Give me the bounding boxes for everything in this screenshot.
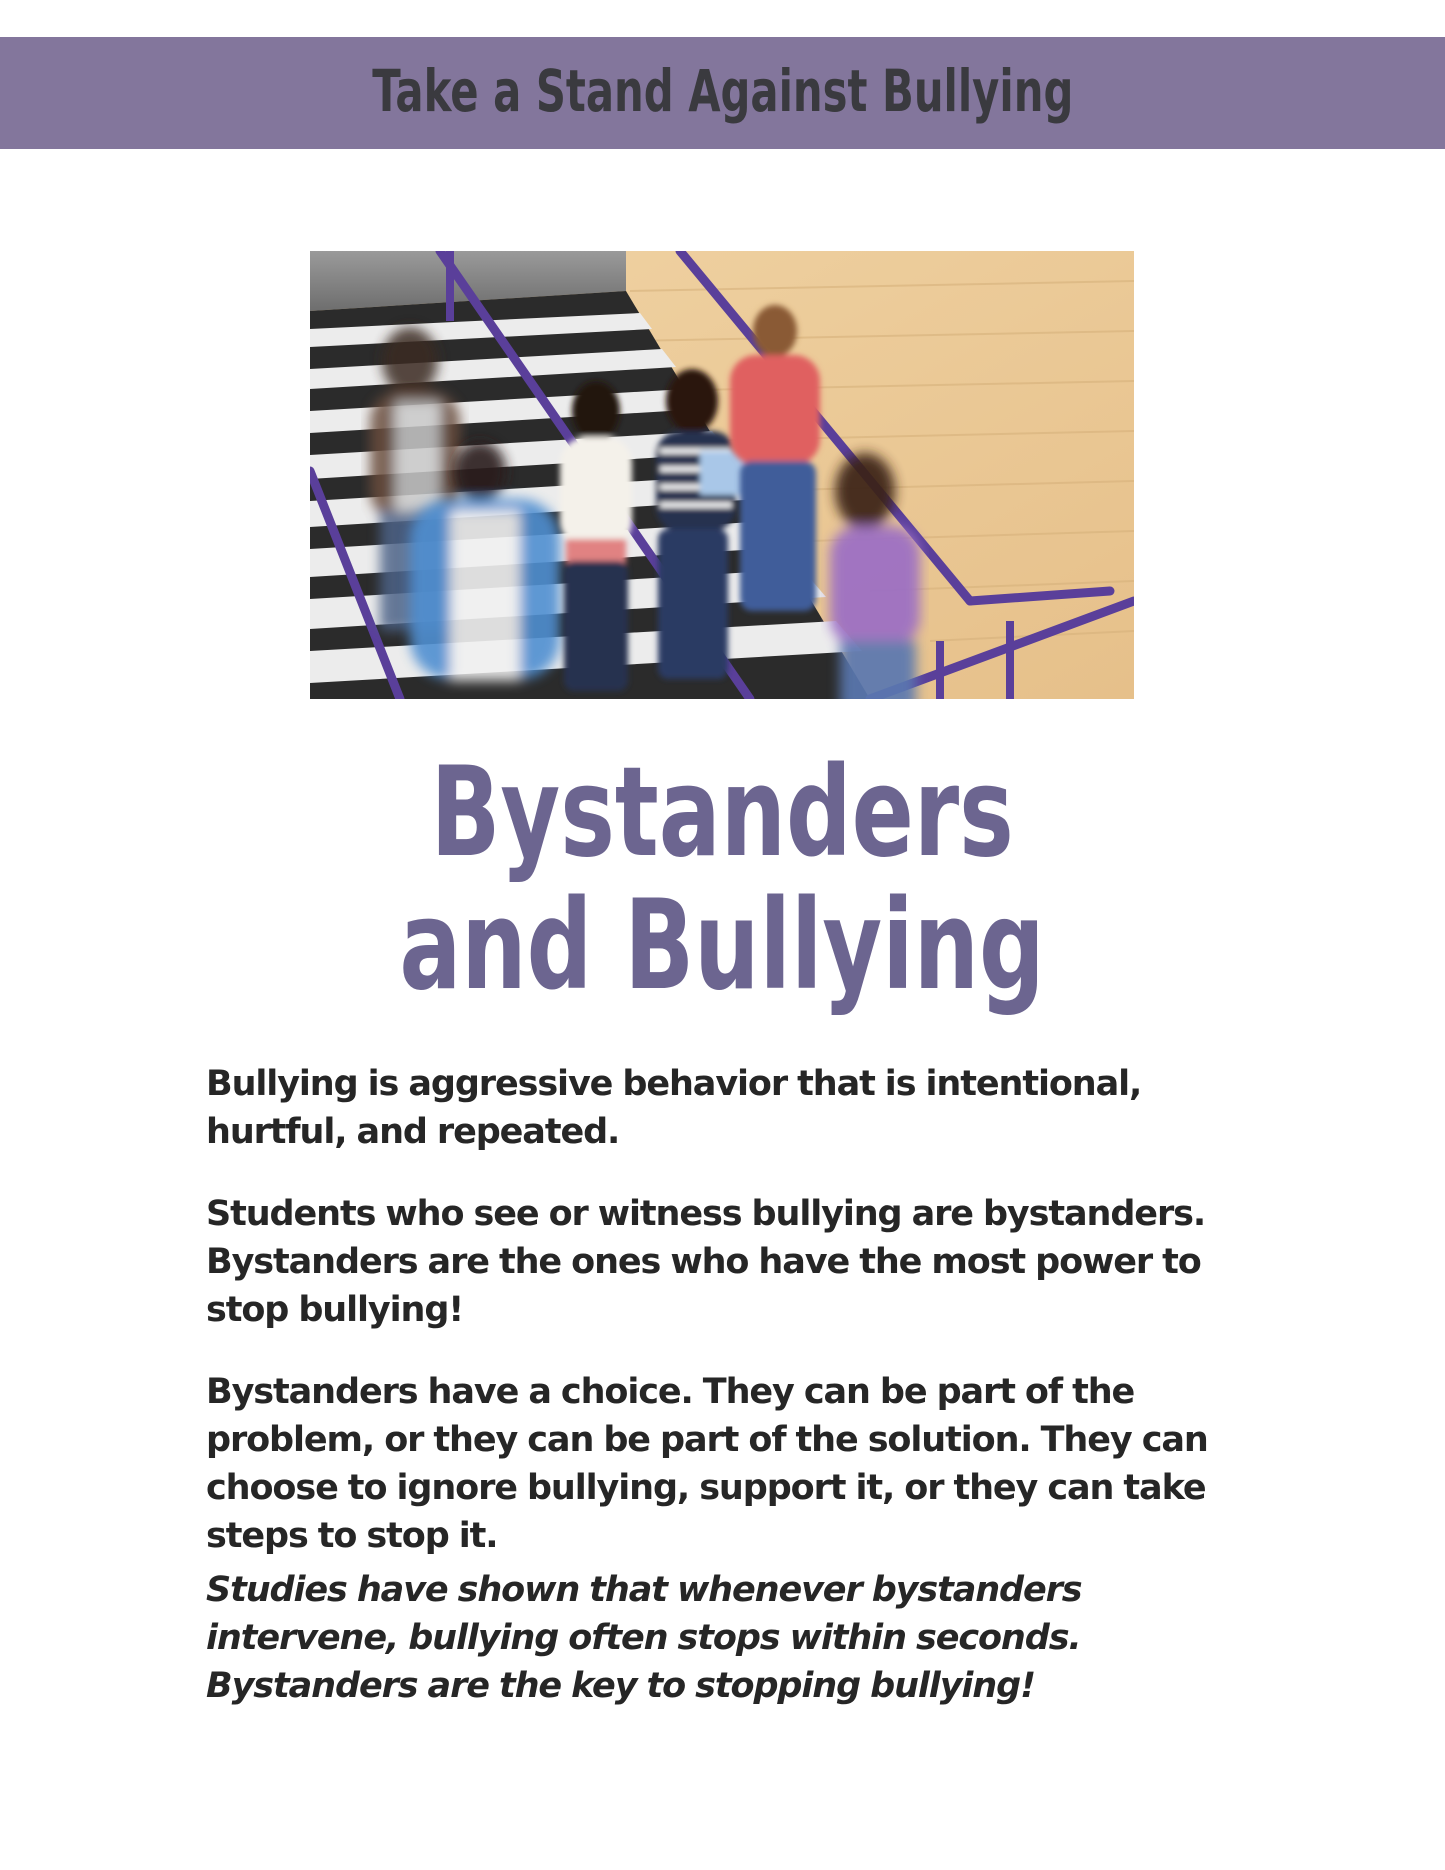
banner-title: Take a Stand Against Bullying xyxy=(371,57,1074,125)
heading-line-2: and Bullying xyxy=(399,874,1046,1018)
students-on-stairs-photo xyxy=(310,251,1134,699)
paragraph-bystanders: Students who see or witness bullying are bystanders. Bystanders are the ones who have the most power to stop bullying! xyxy=(206,1194,1206,1330)
header-banner xyxy=(0,37,1445,149)
paragraph-definition: Bullying is aggressive behavior that is intentional, hurtful, and repeated. xyxy=(206,1064,1142,1152)
paragraph-choice: Bystanders have a choice. They can be part of the problem, or they can be part of the solution. They can choose to ignore bullying, support it, or they can take steps to stop it. xyxy=(206,1372,1208,1556)
paragraph-studies: Studies have shown that whenever bystanders intervene, bullying often stops within seconds. Bystanders are the key to stopping bullying! xyxy=(206,1570,1082,1706)
heading-line-1: Bystanders xyxy=(430,741,1015,885)
